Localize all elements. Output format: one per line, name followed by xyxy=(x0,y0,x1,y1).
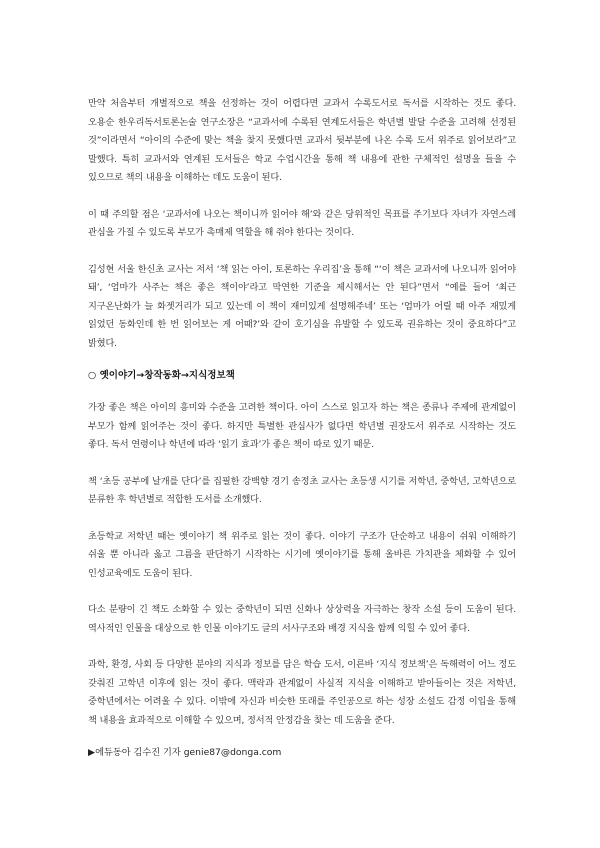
paragraph-teacher-quote: 김성현 서울 한신초 교사는 저서 ‘책 읽는 아이, 토론하는 우리집’을 통해 “‘이 책은 교과서에 나오니까 읽어야 돼’, ‘엄마가 사주는 책은 좋은 책이야’라고 막연한 기준을 제시해서는 안 된다”면서 “예를 들어 ‘최근 지구온난화가 늘 화젯거리가 되고 있는데 이 책이 재미있게 설명해주네’ 또는 ‘엄마가 어릴 때 아주 재밌게 읽었던 동화인데 한 번 읽어보는 게 어때?’와 같이 호기심을 유발할 수 있도록 권유하는 것이 중요하다”고 밝혔다. xyxy=(88,263,517,349)
paragraph-textbook-reading: 만약 처음부터 개별적으로 책을 선정하는 것이 어렵다면 교과서 수록도서로 독서를 시작하는 것도 좋다. 오용순 한우리독서토론논술 연구소장은 “교과서에 수록된 연계도서들은 학년별 발달 수준을 고려해 선정된 것”이라면서 “아이의 수준에 맞는 책을 찾지 못했다면 교과서 뒷부분에 나온 수록 도서 위주로 읽어보라”고 말했다. 특히 교과서와 연계된 도서들은 학교 수업시간을 통해 책 내용에 관한 구체적인 설명을 들을 수 있으므로 책의 내용을 이해하는 데도 도움이 된다. xyxy=(88,98,516,183)
section-heading: ○ 옛이야기→창작동화→지식정보책 xyxy=(88,370,235,381)
paragraph-lower-grades: 초등학교 저학년 때는 옛이야기 책 위주로 읽는 것이 좋다. 이야기 구조가 단순하고 내용이 쉬워 이해하기 쉬울 뿐 아니라 옳고 그름을 판단하기 시작하는 시기에 옛이야기를 통해 올바른 가치관을 체화할 수 있어 인성교육에도 도움이 된다. xyxy=(88,530,516,579)
byline: ▶에듀동아 김수진 기자 genie87@donga.com xyxy=(88,747,282,758)
paragraph-upper-grades: 과학, 환경, 사회 등 다양한 분야의 지식과 정보를 담은 학습 도서, 이른바 ‘지식 정보책’은 독해력이 어느 정도 갖춰진 고학년 이후에 읽는 것이 좋다. 맥락과 관계없이 사실적 지식을 이해하고 받아들이는 것은 저학년, 중학년에서는 어려울 수 있다. 이밖에 자신과 비슷한 또래를 주인공으로 하는 성장 소설도 감정 이입을 통해 책 내용을 효과적으로 이해할 수 있으며, 정서적 안정감을 찾는 데 도움을 준다. xyxy=(88,659,516,726)
paragraph-best-book: 가장 좋은 책은 아이의 흥미와 수준을 고려한 책이다. 아이 스스로 읽고자 하는 책은 종류나 주제에 관계없이 부모가 함께 읽어주는 것이 좋다. 하지만 특별한 관심사가 없다면 학년별 권장도서 위주로 시작하는 것도 좋다. 독서 연령이나 학년에 따라 ‘읽기 효과’가 좋은 책이 따로 있기 때문. xyxy=(88,402,516,450)
paragraph-middle-grades: 다소 분량이 긴 책도 소화할 수 있는 중학년이 되면 신화나 상상력을 자극하는 창작 소설 등이 도움이 된다. 역사적인 인물을 대상으로 한 인물 이야기도 글의 서사구조와 배경 지식을 함께 익힐 수 있어 좋다. xyxy=(88,604,516,634)
article-body xyxy=(88,95,516,762)
paragraph-grade-classification: 책 ‘초등 공부에 날개를 단다’를 집필한 강백향 경기 송정초 교사는 초등생 시기를 저학년, 중학년, 고학년으로 분류한 후 학년별로 적합한 도서를 소개했다. xyxy=(88,475,516,505)
paragraph-caution: 이 때 주의할 점은 ‘교과서에 나오는 책이니까 읽어야 해’와 같은 당위적인 목표를 주기보다 자녀가 자연스레 관심을 가질 수 있도록 부모가 촉매제 역할을 해 줘야 한다는 것이다. xyxy=(88,208,516,238)
